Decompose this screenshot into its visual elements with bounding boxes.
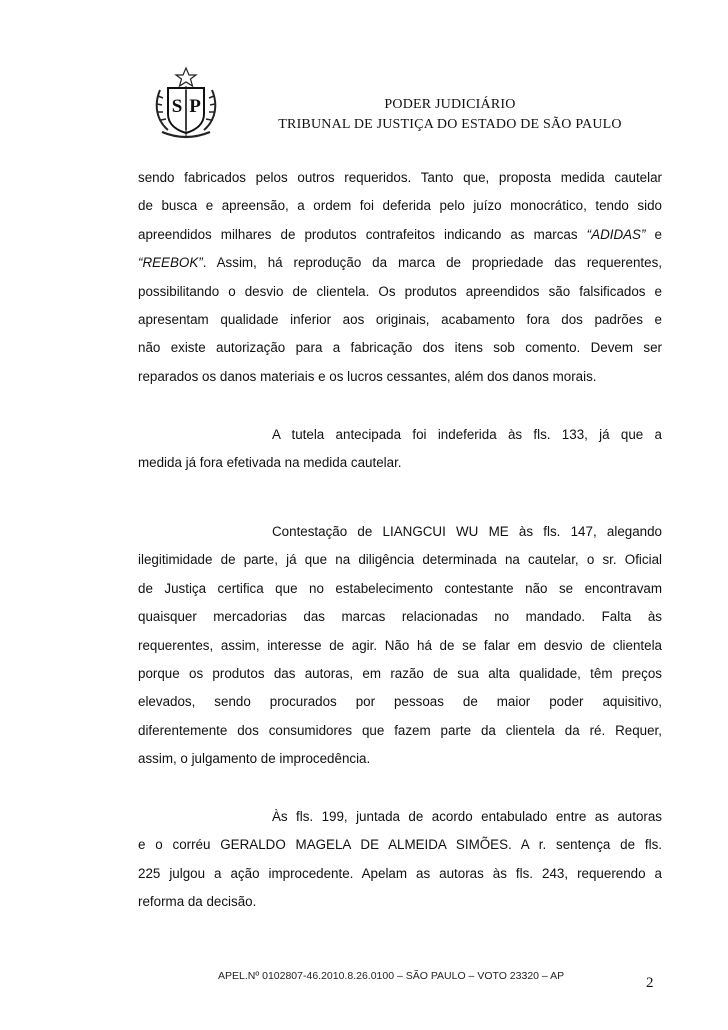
svg-text:P: P <box>189 96 201 117</box>
page-number: 2 <box>646 975 654 991</box>
text-line: requerentes, assim, interesse de agir. Não há de se falar em desvio de clientela <box>138 637 662 653</box>
text-line: porque os produtos das autoras, em razão de sua alta qualidade, têm preços <box>138 665 662 681</box>
text-line: apresentam qualidade inferior aos originais, acabamento fora dos padrões e <box>138 311 662 327</box>
text-span: e <box>645 226 662 242</box>
text-line: reforma da decisão. <box>138 894 257 910</box>
paragraph-2 <box>138 421 662 478</box>
brand-adidas: “ADIDAS” <box>586 226 646 242</box>
text-line <box>138 249 662 277</box>
text-span: apreendidos milhares de produtos contrafeitos indicando as marcas <box>138 226 587 242</box>
svg-text:S: S <box>171 96 183 117</box>
text-line: diferentemente dos consumidores que fazem parte da clientela da ré. Requer, <box>138 722 662 738</box>
text-line: de Justiça certifica que no estabelecimento contestante não se encontravam <box>138 580 662 596</box>
text-span: . Assim, há reprodução da marca de propriedade das requerentes, <box>202 255 662 271</box>
text-line: quaisquer mercadorias das marcas relacionadas no mandado. Falta às <box>138 609 662 625</box>
text-line <box>138 221 662 249</box>
text-line: medida já fora efetivada na medida cautelar. <box>138 455 402 471</box>
text-line: possibilitando o desvio de clientela. Os produtos apreendidos são falsificados e <box>138 283 662 299</box>
text-line: reparados os danos materiais e os lucros cessantes, além dos danos morais. <box>138 368 597 384</box>
text-line: elevados, sendo procurados por pessoas de maior poder aquisitivo, <box>138 694 662 710</box>
text-line: A tutela antecipada foi indeferida às fls. 133, já que a <box>272 427 662 442</box>
paragraph-4 <box>138 803 662 917</box>
text-line: Contestação de LIANGCUI WU ME às fls. 147, alegando <box>272 524 662 539</box>
text-line: sendo fabricados pelos outros requeridos. Tanto que, proposta medida cautelar <box>138 170 662 185</box>
text-line: ilegitimidade de parte, já que na diligência determinada na cautelar, o sr. Oficial <box>138 552 662 568</box>
text-line: assim, o julgamento de improcedência. <box>138 751 371 767</box>
header-court-name: TRIBUNAL DE JUSTIÇA DO ESTADO DE SÃO PAULO <box>278 117 622 132</box>
text-line: 225 julgou a ação improcedente. Apelam as autoras às fls. 243, requerendo a <box>138 865 662 881</box>
text-line: Às fls. 199, juntada de acordo entabulado entre as autoras <box>272 809 662 824</box>
header-court-power: PODER JUDICIÁRIO <box>384 97 516 112</box>
text-line: não existe autorização para a fabricação dos itens sob comento. Devem ser <box>138 340 662 356</box>
paragraph-3 <box>138 518 662 774</box>
text-line: e o corréu GERALDO MAGELA DE ALMEIDA SIMÕES. A r. sentença de fls. <box>138 837 662 853</box>
paragraph-1 <box>138 164 662 391</box>
brand-reebok: “REEBOK” <box>138 255 203 271</box>
court-seal-icon <box>152 66 220 140</box>
footer-case-reference: APEL.Nº 0102807-46.2010.8.26.0100 – SÃO PAULO – VOTO 23320 – AP <box>218 970 565 982</box>
text-line: de busca e apreensão, a ordem foi deferida pelo juízo monocrático, tendo sido <box>138 198 662 214</box>
